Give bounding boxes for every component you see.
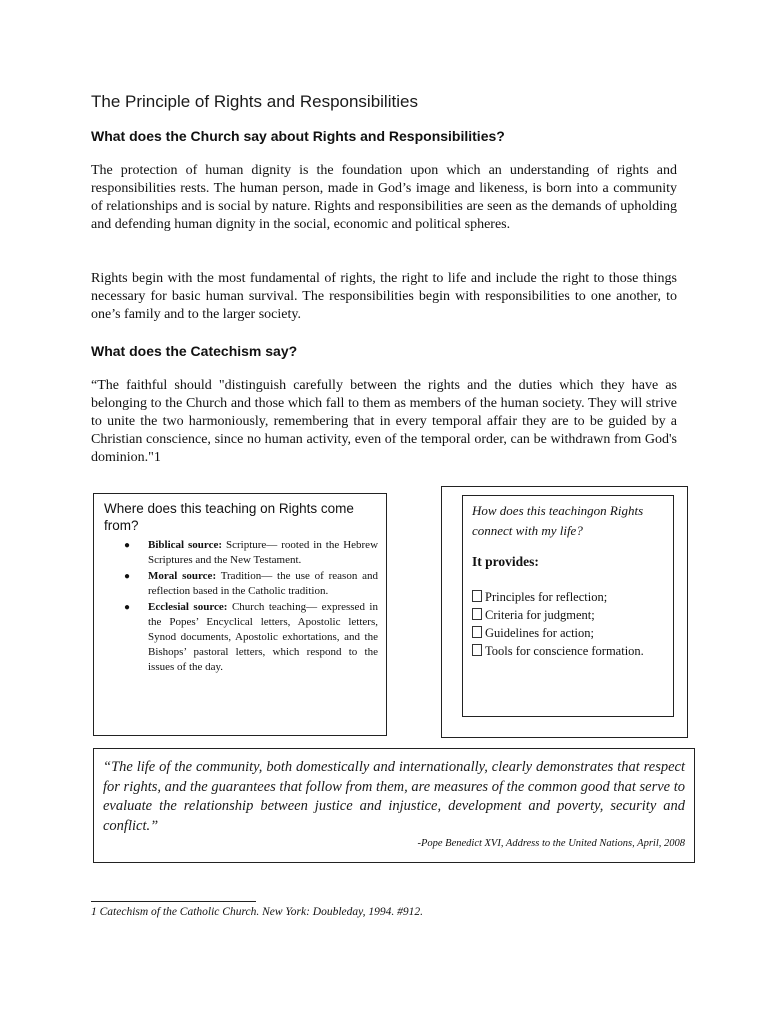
checkbox-glyph-icon xyxy=(472,590,482,602)
checkbox-glyph-icon xyxy=(472,608,482,620)
list-item xyxy=(124,600,378,675)
benedict-quote-box xyxy=(93,748,695,863)
source-label: Moral source: xyxy=(148,570,217,582)
benedict-quote: “The life of the community, both domestically and internationally, clearly demonstrates that respect for rights, and the guarantees that follow from them, are measures of the common good that serve to evaluate the relationship between justice and injustice, development and poverty, security and conflict.” xyxy=(103,759,685,834)
list-item: Criteria for judgment; xyxy=(472,606,664,624)
list-item xyxy=(124,569,378,599)
page-title: The Principle of Rights and Responsibilities xyxy=(91,92,418,111)
bullet-icon: ● xyxy=(124,602,131,613)
paragraph-catechism-quote: “The faithful should "distinguish carefully between the rights and the duties which they have as belonging to the Church and those which fall to them as members of the human society. They will strive to unite the two harmoniously, remembering that in every temporal affair they are to be guided by a Christian conscience, since no human activity, even of the temporal order, can be withdrawn from God's dominion."1 xyxy=(91,378,677,465)
list-item xyxy=(124,538,379,568)
paragraph-fundamental-rights: Rights begin with the most fundamental of rights, the right to life and include the right to those things necessary for basic human survival. The responsibilities begin with responsibilities to one another, to one’s family and to the larger society. xyxy=(91,271,677,322)
source-label: Biblical source: xyxy=(148,539,223,551)
checkbox-glyph-icon xyxy=(472,626,482,638)
teaching-source-title: Where does this teaching on Rights come from? xyxy=(104,501,354,533)
life-connection-question: How does this teachingon Rights connect with my life? xyxy=(472,503,644,538)
life-connection-box xyxy=(462,495,674,717)
source-text: Church teaching— expressed in the Popes’ Encyclical letters, Apostolic letters, Synod documents, Apostolic exhortations, and the Bishops’ pastoral letters, which respond to the issues of the day. xyxy=(148,601,378,673)
teaching-source-box xyxy=(93,493,387,736)
provides-label: It provides: xyxy=(472,554,539,569)
footnote-divider xyxy=(91,901,256,902)
teaching-source-list xyxy=(104,538,378,675)
source-text: Scripture— rooted in the Hebrew Scriptures and the New Testament. xyxy=(148,539,379,566)
bullet-icon: ● xyxy=(124,540,131,551)
footnote: 1 Catechism of the Catholic Church. New York: Doubleday, 1994. #912. xyxy=(91,906,423,918)
list-item: Guidelines for action; xyxy=(472,624,664,642)
source-text: Tradition— the use of reason and reflection based in the Catholic tradition. xyxy=(148,570,378,597)
list-item: Principles for reflection; xyxy=(472,588,664,606)
section-heading-catechism: What does the Catechism say? xyxy=(91,343,298,359)
section-heading-church: What does the Church say about Rights and Responsibilities? xyxy=(91,128,505,144)
quote-attribution: -Pope Benedict XVI, Address to the United Nations, April, 2008 xyxy=(417,838,685,849)
list-item: Tools for conscience formation. xyxy=(472,642,664,660)
paragraph-human-dignity: The protection of human dignity is the foundation upon which an understanding of rights and responsibilities rests. The human person, made in God’s image and likeness, is born into a community of relationships and is social by nature. Rights and responsibilities are seen as the demands of upholding and defending human dignity in the social, economic and political spheres. xyxy=(91,163,677,232)
bullet-icon: ● xyxy=(124,571,131,582)
checkbox-glyph-icon xyxy=(472,644,482,656)
source-label: Ecclesial source: xyxy=(148,601,228,613)
